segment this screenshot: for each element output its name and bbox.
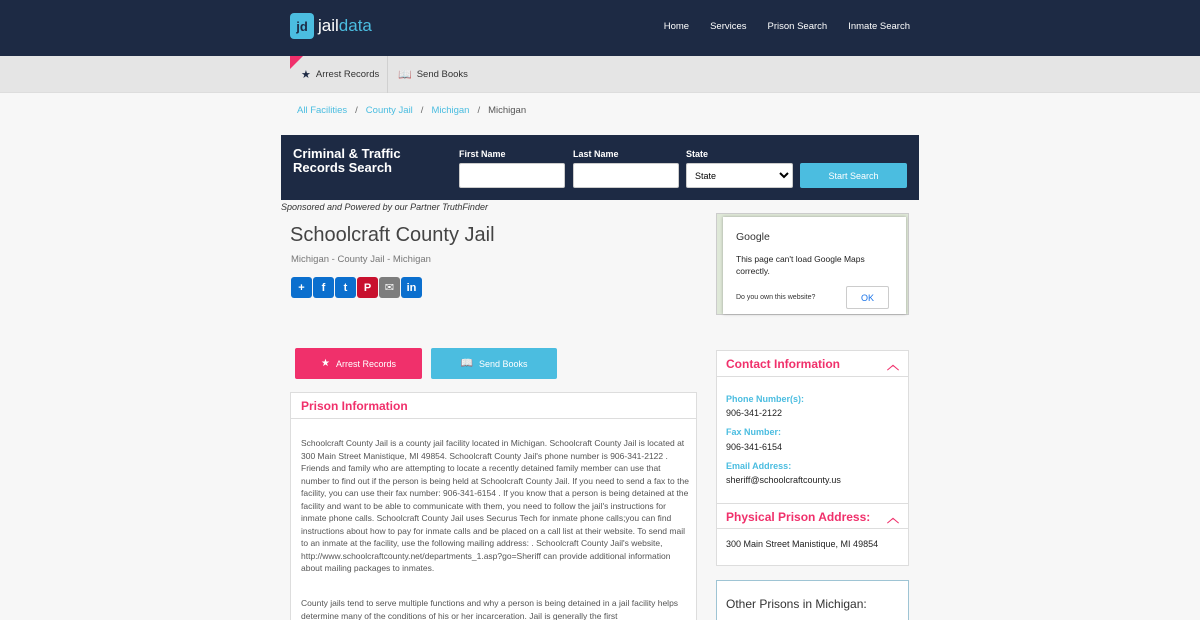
map-own-site-link[interactable]: Do you own this website? [736, 294, 816, 301]
site-logo[interactable] [290, 13, 372, 39]
book-icon: 📖 [460, 358, 473, 369]
records-search-panel [281, 135, 919, 200]
send-books-button[interactable]: 📖 Send Books [431, 348, 557, 379]
top-navbar [0, 0, 1200, 56]
first-name-label: First Name [459, 149, 506, 159]
email-icon[interactable]: ✉ [379, 277, 400, 298]
last-name-input[interactable] [573, 163, 679, 188]
nav-home[interactable]: Home [663, 21, 690, 32]
linkedin-icon[interactable]: in [401, 277, 422, 298]
map-error-dialog [723, 217, 906, 314]
prison-information-heading: Prison Information [291, 393, 696, 419]
first-name-input[interactable] [459, 163, 565, 188]
share-plus-icon[interactable]: + [291, 277, 312, 298]
physical-address-heading[interactable]: Physical Prison Address: ︿ [717, 503, 908, 529]
google-map[interactable] [716, 213, 909, 315]
breadcrumb-current: Michigan [488, 105, 527, 116]
chevron-up-icon: ︿ [886, 358, 899, 372]
star-icon: ★ [321, 358, 330, 369]
page-subtitle: Michigan - County Jail - Michigan [291, 254, 431, 265]
sub-navbar [0, 56, 1200, 93]
logo-prefix: jail [318, 16, 339, 35]
arrest-records-button[interactable]: ★ Arrest Records [295, 348, 422, 379]
phone-value: 906-341-2122 [726, 408, 783, 418]
star-icon: ★ [301, 69, 311, 81]
fax-value: 906-341-6154 [726, 442, 783, 452]
chevron-up-icon: ︿ [886, 511, 899, 525]
search-title: Criminal & Traffic Records Search [293, 146, 401, 175]
breadcrumb: All Facilities / County Jail / Michigan / Michigan [297, 105, 527, 116]
facebook-icon[interactable]: f [313, 277, 334, 298]
start-search-button[interactable]: Start Search [800, 163, 907, 188]
map-error-message: This page can't load Google Maps correctly. [736, 254, 865, 276]
breadcrumb-michigan[interactable]: Michigan [431, 105, 470, 116]
book-icon: 📖 [398, 69, 412, 81]
subnav-arrest-records[interactable]: ★ Arrest Records [301, 69, 380, 81]
prison-info-paragraph: Schoolcraft County Jail is a county jail facility located in Michigan. Schoolcraft County Jail is located at 300 Main Street Manistique, MI 49854. Schoolcraft County Jail's phone number is 906-341-2122 . Friends and family who are attempting to locate a recently detained family member can use that number to find out if the person is being held at Schoolcraft County Jail. If you need to send a fax to the facility, you can use their fax number: 906-341-6154 . If you know that a person is being detained at the facility and want to be able to communicate with them, you need to follow the jail's instructions for inmate phone calls. Schoolcraft County Jail uses Securus Tech for inmate phone calls;you can find instructions about how to pay for inmate calls and be placed on a call list at their website. To send mail to an inmate at the facility, use the following mailing address: . Schoolcraft County Jail's website, http://www.schoolcraftcounty.net/departments_1.asp?go=Sheriff can provide additional information about mailing packages to inmates. [301, 438, 689, 573]
twitter-icon[interactable]: t [335, 277, 356, 298]
contact-information-heading[interactable]: Contact Information ︿ [717, 351, 908, 377]
subnav-send-books[interactable]: 📖 Send Books [398, 69, 468, 81]
nav-inmate-search[interactable]: Inmate Search [848, 21, 910, 32]
nav-prison-search[interactable]: Prison Search [767, 21, 828, 32]
prison-information-panel [290, 392, 697, 620]
logo-badge-icon: jd [290, 13, 314, 39]
other-prisons-heading: Other Prisons in Michigan: [726, 597, 867, 611]
breadcrumb-county-jail[interactable]: County Jail [365, 105, 413, 116]
email-value[interactable]: sheriff@schoolcraftcounty.us [726, 475, 841, 485]
pinterest-icon[interactable]: P [357, 277, 378, 298]
map-ok-button[interactable]: OK [846, 286, 889, 309]
email-label: Email Address: [726, 461, 792, 471]
address-value: 300 Main Street Manistique, MI 49854 [726, 539, 879, 549]
contact-information-panel [716, 350, 909, 566]
last-name-label: Last Name [573, 149, 619, 159]
state-label: State [686, 149, 709, 159]
logo-accent: data [338, 16, 372, 35]
nav-services[interactable]: Services [710, 21, 747, 32]
fax-label: Fax Number: [726, 427, 782, 437]
phone-label: Phone Number(s): [726, 394, 805, 404]
state-select[interactable] [686, 163, 793, 188]
breadcrumb-all-facilities[interactable]: All Facilities [297, 105, 348, 116]
google-label: Google [736, 231, 770, 243]
share-buttons [291, 277, 422, 298]
main-nav [643, 21, 910, 32]
prison-info-paragraph-2: County jails tend to serve multiple functions and why a person is being detained in a jail facility helps determine many of the conditions of his or her incarceration. Jail is generally the first [301, 598, 679, 620]
subnav-divider [387, 56, 388, 93]
sponsored-note: Sponsored and Powered by our Partner TruthFinder [281, 202, 488, 212]
other-prisons-panel [716, 580, 909, 620]
page-title: Schoolcraft County Jail [290, 224, 495, 246]
